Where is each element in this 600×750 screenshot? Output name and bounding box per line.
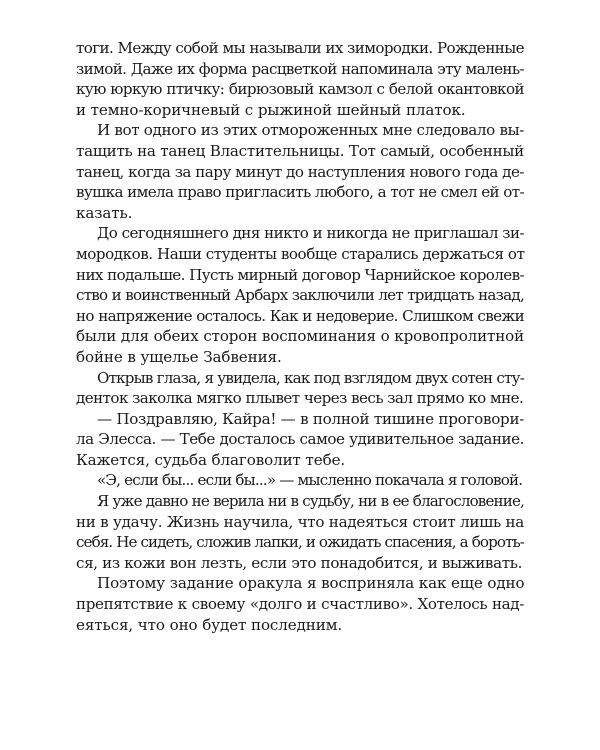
text-line: ство и воинственный Арбарх заключили лет тридцать назад, xyxy=(76,286,524,305)
paragraph xyxy=(76,491,524,573)
text-line: Открыв глаза, я увидела, как под взглядом двух сотен сту- xyxy=(97,368,524,387)
text-line: танец, когда за пару минут до наступления нового года де- xyxy=(76,162,524,181)
text-line: вушка имела право пригласить любого, а тот не смел ей от- xyxy=(76,183,524,202)
text-line: ся, из кожи вон лезть, если это понадобится, и выживать. xyxy=(76,553,523,572)
text-line: были для обеих сторон воспоминания о кровопролитной xyxy=(76,327,524,346)
paragraph xyxy=(76,573,524,635)
text-line: тоги. Между собой мы называли их зимородки. Рожденные xyxy=(76,39,524,57)
text-line: тащить на танец Властительницы. Тот самый, особенный xyxy=(76,141,524,160)
text-line: еяться, что оно будет последним. xyxy=(76,615,343,634)
text-line: них подальше. Пусть мирный договор Чарнийское королев- xyxy=(76,265,524,284)
book-page-text xyxy=(76,38,524,635)
paragraph xyxy=(76,470,524,491)
text-line: кую юркую птичку: бирюзовый камзол с белой окантовкой xyxy=(76,80,524,99)
text-line: ни в удачу. Жизнь научила, что надеяться стоит лишь на xyxy=(76,512,525,531)
text-line: Поэтому задание оракула я восприняла как еще одно xyxy=(97,574,525,593)
text-line: зимой. Даже их форма расцветкой напоминала эту малень- xyxy=(76,59,524,78)
text-line: Я уже давно не верила ни в судьбу, ни в ее благословение, xyxy=(97,492,524,511)
paragraph xyxy=(76,38,524,120)
text-line: препятствие к своему «долго и счастливо». Хотелось над- xyxy=(76,595,524,614)
text-line: До сегодняшнего дня никто и никогда не приглашал зи- xyxy=(97,224,524,243)
text-line: — Поздравляю, Кайра! — в полной тишине проговори- xyxy=(97,409,525,428)
text-line: «Э, если бы... если бы...» — мысленно покачала я головой. xyxy=(97,471,523,490)
text-line: ла Элесса. — Тебе досталось самое удивительное задание. xyxy=(76,430,524,449)
text-line: но напряжение осталось. Как и недоверие. Слишком свежи xyxy=(76,306,524,325)
paragraph xyxy=(76,409,524,471)
text-line: денток заколка мягко плывет через весь зал прямо ко мне. xyxy=(76,389,524,408)
text-line: казать. xyxy=(76,203,133,222)
text-line: мородков. Наши студенты вообще старались держаться от xyxy=(76,244,525,263)
text-line: бойне в ущелье Забвения. xyxy=(76,347,282,366)
text-line: И вот одного из этих отмороженных мне следовало вы- xyxy=(97,121,524,140)
text-line: и темно-коричневый с рыжиной шейный платок. xyxy=(76,100,466,119)
text-line: себя. Не сидеть, сложив лапки, и ожидать спасения, а бороть- xyxy=(76,533,524,552)
paragraph xyxy=(76,223,524,367)
text-line: Кажется, судьба благоволит тебе. xyxy=(76,450,346,469)
paragraph xyxy=(76,120,524,223)
paragraph xyxy=(76,368,524,409)
